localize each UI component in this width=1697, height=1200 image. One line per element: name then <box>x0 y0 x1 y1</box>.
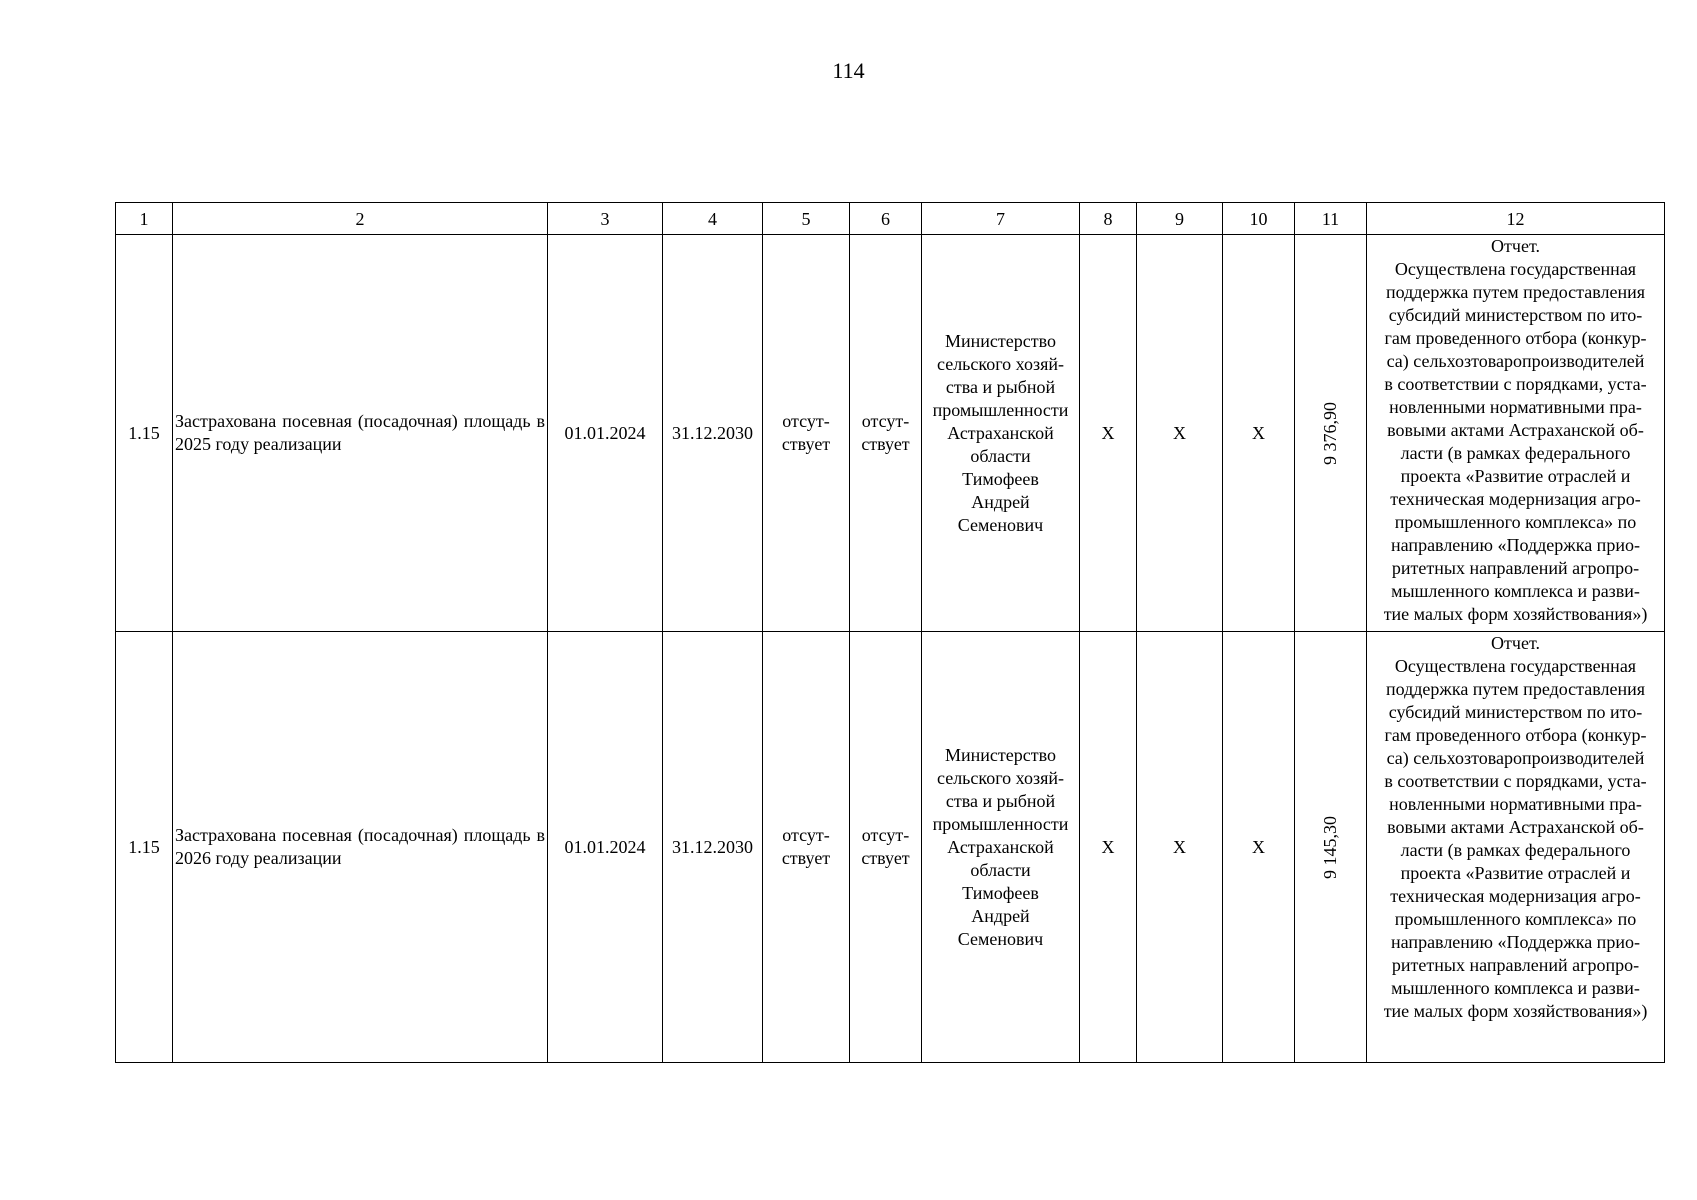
col10-value: Х <box>1223 632 1295 1063</box>
responsible-org: Министерство сельского хозяй- ства и рыбной промышленности Астраханской области Тимофеев Андрей Семенович <box>922 632 1080 1063</box>
header-cell: 10 <box>1223 203 1295 235</box>
header-cell: 11 <box>1295 203 1367 235</box>
header-cell: 9 <box>1137 203 1223 235</box>
row-number: 1.15 <box>116 235 173 632</box>
amount-value: 9 145,30 <box>1320 815 1340 879</box>
amount-cell <box>1295 632 1367 1063</box>
amount-cell <box>1295 235 1367 632</box>
table-row <box>116 632 1665 1063</box>
header-cell: 12 <box>1367 203 1665 235</box>
header-cell: 8 <box>1080 203 1137 235</box>
measures-table <box>115 202 1665 1063</box>
col5-value: отсут- ствует <box>763 235 850 632</box>
start-date: 01.01.2024 <box>548 235 663 632</box>
col5-value: отсут- ствует <box>763 632 850 1063</box>
report-text: Отчет. Осуществлена государственная поддержка путем предоставления субсидий министерством по ито- гам проведенного отбора (конкур- са) сельхозтоваропроизводителей в соответствии с порядками, уста- новленными нормативными пра- вовыми актами Астраханской об- ласти (в рамках федерального проекта «Развитие отраслей и техническая модернизация агро- промышленного комплекса» по направлению «Поддержка прио- ритетных направлений агропро- мышленного комплекса и разви- тие малых форм хозяйствования») <box>1367 632 1665 1063</box>
header-cell: 6 <box>850 203 922 235</box>
row-number: 1.15 <box>116 632 173 1063</box>
col6-value: отсут- ствует <box>850 235 922 632</box>
responsible-org: Министерство сельского хозяй- ства и рыбной промышленности Астраханской области Тимофеев Андрей Семенович <box>922 235 1080 632</box>
header-cell: 5 <box>763 203 850 235</box>
col8-value: Х <box>1080 632 1137 1063</box>
amount-value: 9 376,90 <box>1320 401 1340 465</box>
report-text: Отчет. Осуществлена государственная поддержка путем предоставления субсидий министерством по ито- гам проведенного отбора (конкур- са) сельхозтоваропроизводителей в соответствии с порядками, уста- новленными нормативными пра- вовыми актами Астраханской об- ласти (в рамках федерального проекта «Развитие отраслей и техническая модернизация агро- промышленного комплекса» по направлению «Поддержка прио- ритетных направлений агропро- мышленного комплекса и разви- тие малых форм хозяйствования») <box>1367 235 1665 632</box>
col6-value: отсут- ствует <box>850 632 922 1063</box>
end-date: 31.12.2030 <box>663 632 763 1063</box>
start-date: 01.01.2024 <box>548 632 663 1063</box>
header-cell: 2 <box>173 203 548 235</box>
header-cell: 3 <box>548 203 663 235</box>
col9-value: Х <box>1137 235 1223 632</box>
col9-value: Х <box>1137 632 1223 1063</box>
end-date: 31.12.2030 <box>663 235 763 632</box>
col10-value: Х <box>1223 235 1295 632</box>
header-cell: 7 <box>922 203 1080 235</box>
table-row <box>116 235 1665 632</box>
measure-name: Застрахована посевная (посадочная) площадь в 2025 году реализации <box>173 235 548 632</box>
header-cell: 1 <box>116 203 173 235</box>
header-cell: 4 <box>663 203 763 235</box>
measure-name: Застрахована посевная (посадочная) площадь в 2026 году реализации <box>173 632 548 1063</box>
header-row <box>116 203 1665 235</box>
col8-value: Х <box>1080 235 1137 632</box>
page-number: 114 <box>832 58 865 83</box>
